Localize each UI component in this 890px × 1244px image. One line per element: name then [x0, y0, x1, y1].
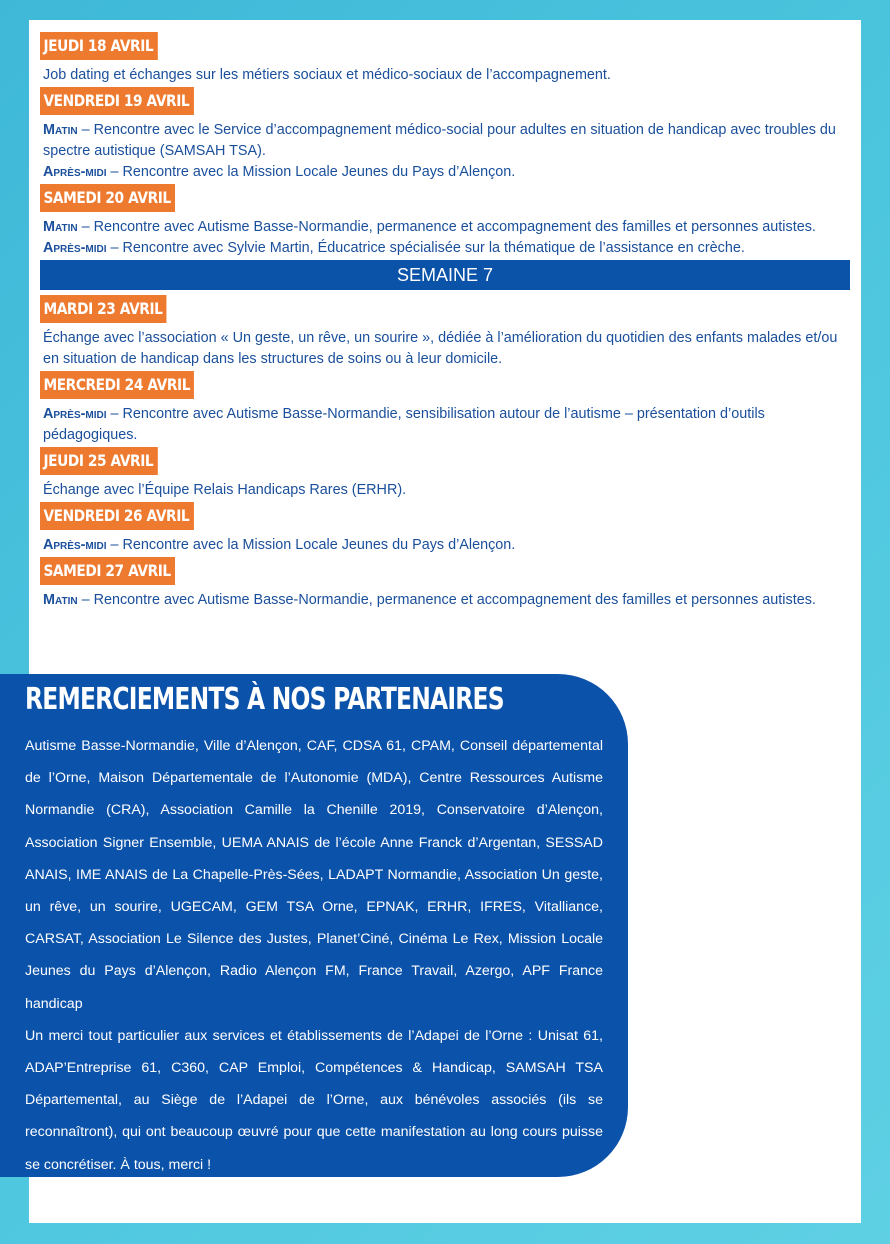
day-entry	[40, 295, 850, 370]
day-heading: JEUDI 18 AVRIL	[40, 32, 158, 60]
day-activity	[43, 590, 850, 611]
day-entry	[40, 87, 850, 183]
activity-text: – Rencontre avec Autisme Basse-Normandie, permanence et accompagnement des familles et personnes autistes.	[77, 219, 816, 235]
day-heading: JEUDI 25 AVRIL	[40, 447, 158, 475]
time-label: Matin	[43, 219, 78, 235]
day-heading: SAMEDI 20 AVRIL	[40, 184, 175, 212]
special-thanks: Un merci tout particulier aux services et établissements de l’Adapei de l’Orne : Unisat 61, ADAP’Entreprise 61, C360, CAP Emploi, Compétences & Handicap, SAMSAH TSA Départemental, au Siège de l’Adapei de l’Orne, aux bénévoles associés (ils se reconnaîtront), qui ont beaucoup œuvré pour que cette manifestation au long cours puisse se concrétiser. À tous, merci !	[25, 1027, 603, 1173]
activity-text: Job dating et échanges sur les métiers sociaux et médico-sociaux de l’accompagnement.	[43, 67, 611, 83]
day-activity	[43, 120, 850, 162]
activity-text: – Rencontre avec la Mission Locale Jeunes du Pays d’Alençon.	[106, 164, 516, 180]
thanks-body	[25, 730, 603, 1181]
activity-text: – Rencontre avec Sylvie Martin, Éducatrice spécialisée sur la thématique de l’assistance en crèche.	[106, 240, 745, 256]
day-activity	[43, 217, 850, 238]
day-heading: MERCREDI 24 AVRIL	[40, 371, 194, 399]
thanks-title: REMERCIEMENTS À NOS PARTENAIRES	[25, 682, 504, 717]
day-activity	[43, 404, 850, 446]
day-heading: SAMEDI 27 AVRIL	[40, 557, 175, 585]
day-activity	[43, 480, 850, 501]
activity-text: – Rencontre avec Autisme Basse-Normandie, permanence et accompagnement des familles et personnes autistes.	[77, 592, 816, 608]
day-entry	[40, 371, 850, 446]
day-entry	[40, 557, 850, 611]
day-activity	[43, 535, 850, 556]
time-label: Après-midi	[43, 406, 107, 422]
day-activity	[43, 328, 850, 370]
activity-text: – Rencontre avec la Mission Locale Jeunes du Pays d’Alençon.	[106, 537, 516, 553]
time-label: Après-midi	[43, 164, 107, 180]
schedule-bottom	[40, 295, 850, 611]
day-activity	[43, 65, 850, 86]
time-label: Matin	[43, 122, 78, 138]
day-heading: MARDI 23 AVRIL	[40, 295, 167, 323]
time-label: Après-midi	[43, 537, 107, 553]
activity-text: Échange avec l’association « Un geste, un rêve, un sourire », dédiée à l’amélioration du quotidien des enfants malades et/ou en situation de handicap dans les structures de soins ou à leur domicile.	[43, 330, 838, 367]
day-entry	[40, 184, 850, 259]
partners-list: Autisme Basse-Normandie, Ville d’Alençon, CAF, CDSA 61, CPAM, Conseil départemental de l’Orne, Maison Départementale de l’Autonomie (MDA), Centre Ressources Autisme Normandie (CRA), Association Camille la Chenille 2019, Conservatoire d’Alençon, Association Signer Ensemble, UEMA ANAIS de l’école Anne Franck d’Argentan, SESSAD ANAIS, IME ANAIS de La Chapelle-Près-Sées, LADAPT Normandie, Association Un geste, un rêve, un sourire, UGECAM, GEM TSA Orne, EPNAK, ERHR, IFRES, Vitalliance, CARSAT, Association Le Silence des Justes, Planet’Ciné, Cinéma Le Rex, Mission Locale Jeunes du Pays d’Alençon, Radio Alençon FM, France Travail, Azergo, APF France handicap	[25, 738, 603, 1012]
week-banner: SEMAINE 7	[40, 260, 850, 290]
partners-thanks-panel	[0, 674, 628, 1177]
day-activity	[43, 162, 850, 183]
day-activity	[43, 238, 850, 259]
activity-text: – Rencontre avec Autisme Basse-Normandie, sensibilisation autour de l’autisme – présentation d’outils pédagogiques.	[43, 406, 765, 443]
time-label: Matin	[43, 592, 78, 608]
day-entry	[40, 447, 850, 501]
day-heading: VENDREDI 19 AVRIL	[40, 87, 194, 115]
schedule-top	[40, 32, 850, 259]
day-heading: VENDREDI 26 AVRIL	[40, 502, 194, 530]
schedule	[40, 32, 850, 612]
day-entry	[40, 32, 850, 86]
time-label: Après-midi	[43, 240, 107, 256]
day-entry	[40, 502, 850, 556]
activity-text: Échange avec l’Équipe Relais Handicaps Rares (ERHR).	[43, 482, 407, 498]
activity-text: – Rencontre avec le Service d’accompagnement médico-social pour adultes en situation de handicap avec troubles du spectre autistique (SAMSAH TSA).	[43, 122, 836, 159]
